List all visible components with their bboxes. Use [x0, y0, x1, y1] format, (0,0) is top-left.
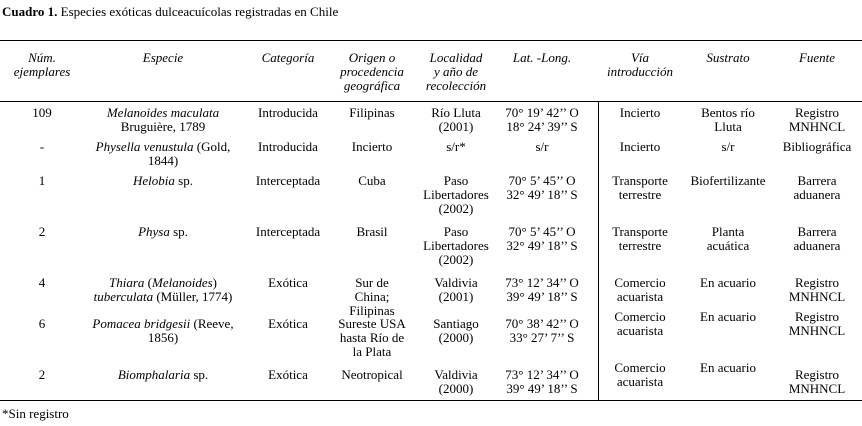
species-author: sp.	[190, 367, 209, 382]
cell-sustrato	[682, 174, 774, 188]
cell-especie	[84, 317, 242, 345]
cell-categoria: Exótica	[268, 316, 308, 331]
header-line: recolección	[425, 78, 487, 93]
cell-latlong	[497, 225, 587, 253]
species-name: Biomphalaria	[117, 367, 191, 382]
cell-line: MNHNCL	[788, 119, 846, 134]
species-author: sp.	[174, 173, 193, 188]
header-via	[598, 51, 682, 79]
cell-origen	[332, 225, 412, 239]
cell-origen	[332, 317, 412, 359]
cell-line: 33° 27’ 7’’ S	[509, 330, 575, 345]
cell-origen	[332, 276, 412, 318]
species-line	[84, 154, 242, 168]
cell-line: Transporte	[612, 173, 668, 188]
table-row	[0, 275, 862, 318]
cell-line: MNHNCL	[788, 381, 846, 396]
species-line	[84, 174, 242, 188]
cell-especie	[84, 276, 242, 304]
header-line: geográfica	[343, 78, 401, 93]
header-origen	[332, 51, 412, 93]
cell-line: 39° 49’ 18’’ S	[506, 289, 578, 304]
cell-categoria: Exótica	[268, 367, 308, 382]
cell-line: 73° 12’ 34’’ O	[505, 367, 579, 382]
species-author: 1856)	[147, 330, 179, 345]
cell-num: -	[39, 139, 45, 154]
header-num	[0, 51, 84, 79]
table-bottom-rule	[0, 400, 862, 401]
species-line	[84, 331, 242, 345]
cell-fuente	[774, 310, 860, 338]
species-name: Physa	[138, 224, 170, 239]
cell-num: 109	[32, 105, 52, 120]
cell-line: 70° 19’ 42’’ O	[505, 105, 579, 120]
species-line	[84, 368, 242, 382]
species-author: Bruguière, 1789	[120, 119, 206, 134]
cell-line: (2002)	[438, 201, 474, 216]
table-row	[0, 173, 862, 216]
species-line	[84, 106, 242, 120]
species-author: (Müller, 1774)	[153, 289, 233, 304]
header-line: y año de	[433, 64, 479, 79]
cell-sustrato	[682, 140, 774, 154]
header-fuente	[774, 51, 860, 65]
cell-line: terrestre	[618, 187, 662, 202]
cell-line: Bibliográfica	[782, 139, 852, 154]
header-categoria	[242, 51, 334, 65]
cell-line: Libertadores	[423, 187, 489, 202]
cell-line: Valdivia	[434, 367, 478, 382]
cell-line: MNHNCL	[788, 323, 846, 338]
cell-latlong	[497, 174, 587, 202]
cell-line: Lluta	[714, 119, 742, 134]
header-line: Localidad	[429, 50, 483, 65]
cell-localidad	[415, 106, 497, 134]
cell-line: s/r	[721, 139, 735, 154]
cell-num: 6	[38, 316, 46, 331]
cell-line: 18° 24’ 39’’ S	[506, 119, 578, 134]
table-footnote: *Sin registro	[2, 406, 69, 421]
cell-line: En acuario	[700, 360, 756, 375]
species-line	[84, 276, 242, 290]
cell-localidad	[415, 368, 497, 396]
cell-num: 2	[38, 224, 46, 239]
cell-line: Paso	[443, 224, 469, 239]
table-row	[0, 139, 862, 168]
cell-origen	[332, 174, 412, 188]
header-line: Origen o	[348, 50, 396, 65]
table-row	[0, 105, 862, 134]
cell-localidad	[415, 317, 497, 345]
species-line	[84, 140, 242, 154]
cell-line: hasta Río de	[339, 330, 405, 345]
cell-line: Barrera	[797, 173, 837, 188]
species-name: Melanoides maculata	[106, 105, 220, 120]
species-author: sp.	[169, 224, 188, 239]
cell-line: Bentos río	[701, 105, 755, 120]
cell-categoria: Exótica	[268, 275, 308, 290]
cell-sustrato	[682, 310, 774, 324]
cell-line: Valdivia	[434, 275, 478, 290]
table-caption	[2, 5, 338, 19]
species-subgenus: Melanoides	[152, 275, 213, 290]
cell-line: acuática	[706, 238, 750, 253]
cell-especie	[84, 174, 242, 188]
cell-line: (2001)	[438, 289, 474, 304]
header-line: Especie	[142, 50, 184, 65]
species-epithet: tuberculata	[93, 289, 154, 304]
species-line	[84, 120, 242, 134]
header-especie	[84, 51, 242, 65]
species-name: Helobia	[133, 173, 175, 188]
cell-line: Neotropical	[341, 367, 403, 382]
cell-line: la Plata	[352, 344, 392, 359]
species-genus: Thiara	[109, 275, 145, 290]
cell-via	[598, 276, 682, 304]
cell-localidad	[415, 174, 497, 216]
cell-line: Registro	[794, 275, 840, 290]
cell-fuente	[774, 225, 860, 253]
cell-fuente	[774, 276, 860, 304]
cell-num: 1	[38, 173, 46, 188]
cell-latlong	[497, 317, 587, 345]
cell-line: acuarista	[616, 289, 664, 304]
cell-line: China;	[354, 289, 390, 304]
table-top-rule	[0, 40, 862, 41]
cell-line: (2000)	[438, 330, 474, 345]
cell-line: Comercio	[614, 309, 666, 324]
cell-sustrato	[682, 225, 774, 253]
header-line: Sustrato	[706, 50, 750, 65]
cell-line: terrestre	[618, 238, 662, 253]
cell-fuente	[774, 368, 860, 396]
cell-sustrato	[682, 361, 774, 375]
header-latlong	[497, 51, 587, 65]
cell-line: 73° 12’ 34’’ O	[505, 275, 579, 290]
cell-line: s/r*	[446, 139, 466, 154]
cell-line: Incierto	[619, 105, 661, 120]
species-author: (Reeve,	[190, 316, 234, 331]
cell-localidad	[415, 276, 497, 304]
cell-line: Río Lluta	[431, 105, 481, 120]
cell-line: (2001)	[438, 119, 474, 134]
cell-line: Filipinas	[349, 303, 395, 318]
cell-sustrato	[682, 276, 774, 290]
cell-line: Registro	[794, 105, 840, 120]
cell-line: 39° 49’ 18’’ S	[506, 381, 578, 396]
cell-via	[598, 225, 682, 253]
header-localidad	[415, 51, 497, 93]
cell-line: Sur de	[355, 275, 389, 290]
cell-via	[598, 361, 682, 389]
cell-line: 70° 38’ 42’’ O	[505, 316, 579, 331]
cell-line: Libertadores	[423, 238, 489, 253]
cell-fuente	[774, 174, 860, 202]
cell-fuente	[774, 140, 860, 154]
cell-latlong	[497, 276, 587, 304]
header-line: Lat. -Long.	[512, 50, 572, 65]
cell-line: Filipinas	[349, 105, 395, 120]
caption-label: Cuadro 1.	[2, 4, 58, 19]
cell-categoria: Introducida	[258, 139, 318, 154]
header-line: procedencia	[340, 64, 404, 79]
cell-num: 2	[38, 367, 46, 382]
species-paren: )	[212, 275, 217, 290]
cell-fuente	[774, 106, 860, 134]
cell-line: Planta	[711, 224, 745, 239]
cell-num: 4	[38, 275, 46, 290]
header-line: introducción	[607, 64, 673, 79]
header-line: ejemplares	[13, 64, 71, 79]
cell-especie	[84, 225, 242, 239]
table-row	[0, 224, 862, 267]
cell-line: 32° 49’ 18’’ S	[506, 187, 578, 202]
cell-localidad	[415, 140, 497, 154]
cell-line: Registro	[794, 309, 840, 324]
species-name: Pomacea bridgesii	[92, 316, 191, 331]
cell-latlong	[497, 140, 587, 154]
cell-line: Comercio	[614, 360, 666, 375]
header-line: Vía	[630, 50, 650, 65]
cell-line: Incierto	[351, 139, 393, 154]
cell-especie	[84, 368, 242, 382]
cell-line: Registro	[794, 367, 840, 382]
cell-line: MNHNCL	[788, 289, 846, 304]
cell-line: Barrera	[797, 224, 837, 239]
cell-line: Sureste USA	[338, 316, 406, 331]
cell-origen	[332, 106, 412, 120]
cell-line: (2002)	[438, 252, 474, 267]
cell-line: Incierto	[619, 139, 661, 154]
cell-line: Biofertilizante	[690, 173, 766, 188]
cell-line: acuarista	[616, 374, 664, 389]
species-line	[84, 225, 242, 239]
cell-line: En acuario	[700, 309, 756, 324]
cell-via	[598, 140, 682, 154]
header-line: Núm.	[28, 50, 56, 65]
cell-line: s/r	[535, 139, 549, 154]
cell-line: Santiago	[433, 316, 479, 331]
species-line	[84, 317, 242, 331]
species-author: (Gold,	[193, 139, 231, 154]
cell-line: Transporte	[612, 224, 668, 239]
cell-line: Paso	[443, 173, 469, 188]
header-sustrato	[682, 51, 774, 65]
table-row	[0, 360, 862, 396]
cell-line: (2000)	[438, 381, 474, 396]
cell-especie	[84, 140, 242, 168]
species-author: 1844)	[147, 153, 179, 168]
cell-via	[598, 310, 682, 338]
cell-origen	[332, 368, 412, 382]
species-paren: (	[144, 275, 152, 290]
table-header-rule	[0, 101, 862, 102]
cell-origen	[332, 140, 412, 154]
cell-via	[598, 106, 682, 120]
cell-categoria: Interceptada	[255, 224, 321, 239]
species-name: Physella venustula	[95, 139, 194, 154]
species-line	[84, 290, 242, 304]
table-header-row	[0, 50, 862, 93]
cell-line: En acuario	[700, 275, 756, 290]
cell-line: aduanera	[793, 238, 841, 253]
header-line: Categoría	[261, 50, 315, 65]
cell-especie	[84, 106, 242, 134]
header-line: Fuente	[798, 50, 836, 65]
cell-line: Brasil	[356, 224, 388, 239]
cell-localidad	[415, 225, 497, 267]
cell-line: Cuba	[358, 173, 386, 188]
cell-sustrato	[682, 106, 774, 134]
cell-line: 32° 49’ 18’’ S	[506, 238, 578, 253]
cell-latlong	[497, 368, 587, 396]
cell-categoria: Interceptada	[255, 173, 321, 188]
cell-line: aduanera	[793, 187, 841, 202]
cell-via	[598, 174, 682, 202]
cell-line: 70° 5’ 45’’ O	[508, 224, 576, 239]
cell-latlong	[497, 106, 587, 134]
cell-line: Comercio	[614, 275, 666, 290]
caption-text: Especies exóticas dulceacuícolas registradas en Chile	[60, 4, 339, 19]
cell-line: acuarista	[616, 323, 664, 338]
cell-categoria: Introducida	[258, 105, 318, 120]
cell-line: 70° 5’ 45’’ O	[508, 173, 576, 188]
